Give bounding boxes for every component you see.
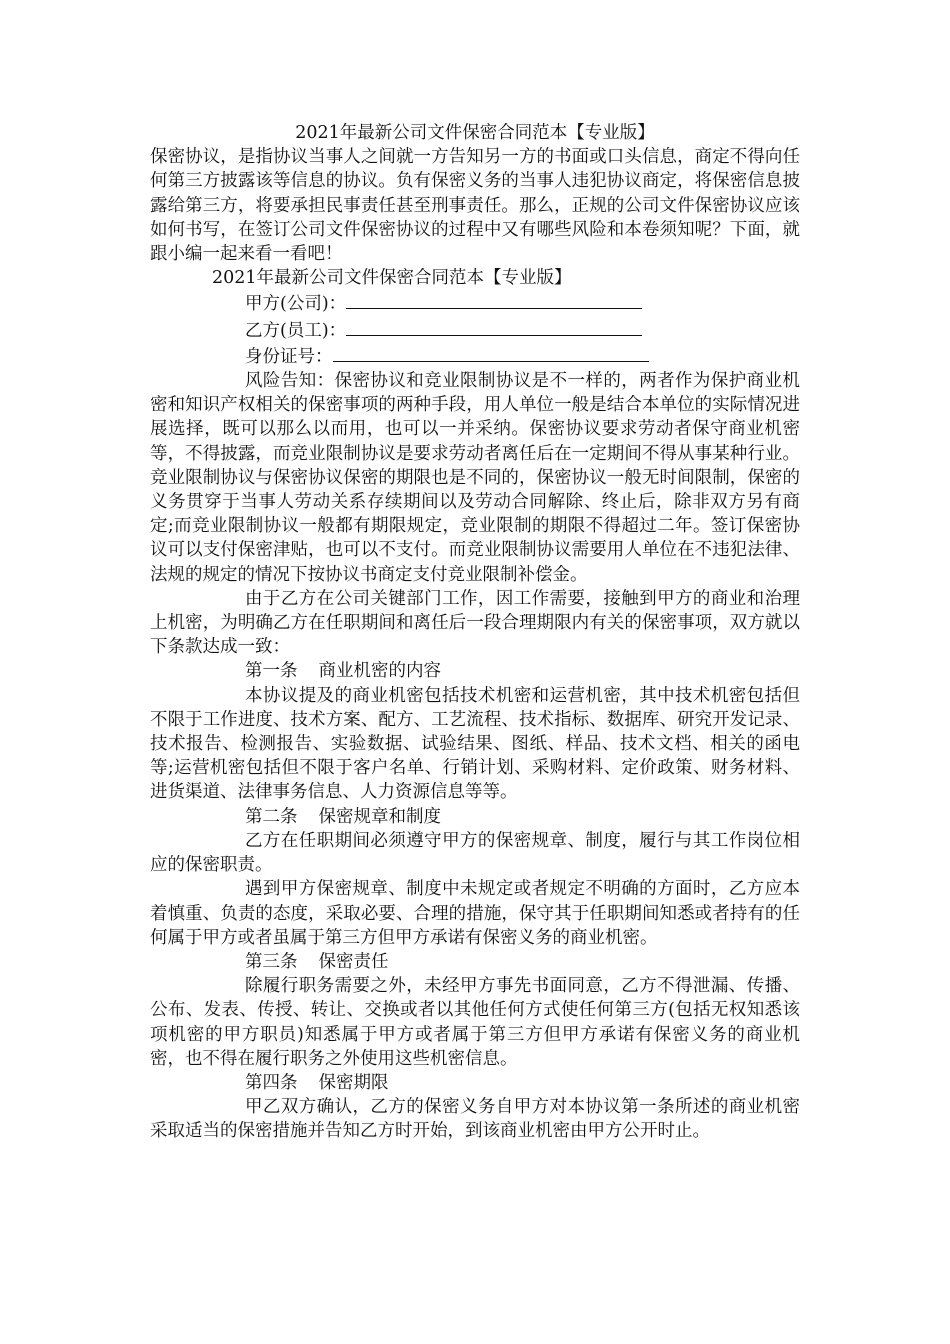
party-b-label: 乙方(员工)：: [245, 320, 347, 341]
preamble-paragraph: 由于乙方在公司关键部门工作，因工作需要，接触到甲方的商业和治理上机密，为明确乙方在任职期间和离任后一段合理期限内有关的保密事项，双方就以下条款达成一致：: [150, 588, 800, 658]
document-page: [150, 121, 800, 1144]
article-number: 第三条: [245, 951, 298, 972]
article-heading-2: [150, 805, 800, 829]
article-title: 保密期限: [318, 1072, 389, 1093]
party-a-label: 甲方(公司)：: [245, 294, 347, 315]
party-a-blank-line: [346, 290, 642, 309]
article-2-paragraph-1: 乙方在任职期间必须遵守甲方的保密规章、制度，履行与其工作岗位相应的保密职责。: [150, 830, 800, 876]
article-2-paragraph-2: 遇到甲方保密规章、制度中未规定或者规定不明确的方面时，乙方应本着慎重、负责的态度，采取必要、合理的措施，保守其于任职期间知悉或者持有的任何属于甲方或者虽属于第三方但甲方承诺有保密义务的商业机密。: [150, 879, 800, 948]
intro-paragraph: 保密协议，是指协议当事人之间就一方告知另一方的书面或口头信息，商定不得向任何第三方披露该等信息的协议。负有保密义务的当事人违犯协议商定，将保密信息披露给第三方，将要承担民事责任甚至刑事责任。那么，正规的公司文件保密协议应该如何书写，在签订公司文件保密协议的过程中又有哪些风险和本卷须知呢？下面，就跟小编一起来看一看吧！: [150, 147, 800, 265]
article-1-paragraph-1: 本协议提及的商业机密包括技术机密和运营机密，其中技术机密包括但不限于工作进度、技术方案、配方、工艺流程、技术指标、数据库、研究开发记录、技术报告、检测报告、实验数据、试验结果、图纸、样品、技术文档、相关的函电等;运营机密包括但不限于客户名单、行销计划、采购材料、定价政策、财务材料、进货渠道、法律事务信息、人力资源信息等等。: [150, 685, 800, 803]
party-b-blank-line: [346, 317, 642, 336]
document-title: 2021年最新公司文件保密合同范本【专业版】: [295, 123, 655, 143]
article-number: 第四条: [245, 1072, 298, 1093]
article-heading-3: [150, 950, 800, 974]
id-number-label: 身份证号：: [245, 346, 333, 367]
article-title: 保密责任: [318, 951, 389, 972]
id-number-field: [150, 343, 800, 369]
article-title: 保密规章和制度: [318, 806, 441, 827]
article-number: 第二条: [245, 806, 298, 827]
article-number: 第一条: [245, 661, 298, 682]
article-3-paragraph-1: 除履行职务需要之外，未经甲方事先书面同意，乙方不得泄漏、传播、公布、发表、传授、转让、交换或者以其他任何方式使任何第三方(包括无权知悉该项机密的甲方职员)知悉属于甲方或者属于第三方但甲方承诺有保密义务的商业机密，也不得在履行职务之外使用这些机密信息。: [150, 976, 800, 1069]
party-a-field: [150, 290, 800, 316]
article-4-paragraph-1: 甲乙双方确认，乙方的保密义务自甲方对本协议第一条所述的商业机密采取适当的保密措施并告知乙方时开始，到该商业机密由甲方公开时止。: [150, 1097, 800, 1142]
party-b-field: [150, 317, 800, 343]
contract-subtitle: 2021年最新公司文件保密合同范本【专业版】: [212, 268, 572, 289]
article-heading-1: [150, 659, 800, 683]
id-number-blank-line: [333, 343, 649, 362]
article-heading-4: [150, 1071, 800, 1095]
article-title: 商业机密的内容: [318, 661, 441, 682]
risk-notice-paragraph: 风险告知：保密协议和竞业限制协议是不一样的，两者作为保护商业机密和知识产权相关的保密事项的两种手段，用人单位一般是结合本单位的实际情况进展选择，既可以那么以而用，也可以一并采纳。保密协议要求劳动者保守商业机密等，不得披露，而竞业限制协议是要求劳动者离任后在一定期间不得从事某种行业。竞业限制协议与保密协议保密的期限也是不同的，保密协议一般无时间限制，保密的义务贯穿于当事人劳动关系存续期间以及劳动合同解除、终止后，除非双方另有商定;而竞业限制协议一般都有期限规定，竞业限制的期限不得超过二年。签订保密协议可以支付保密津贴，也可以不支付。而竞业限制协议需要用人单位在不违犯法律、法规的规定的情况下按协议书商定支付竞业限制补偿金。: [150, 371, 800, 585]
